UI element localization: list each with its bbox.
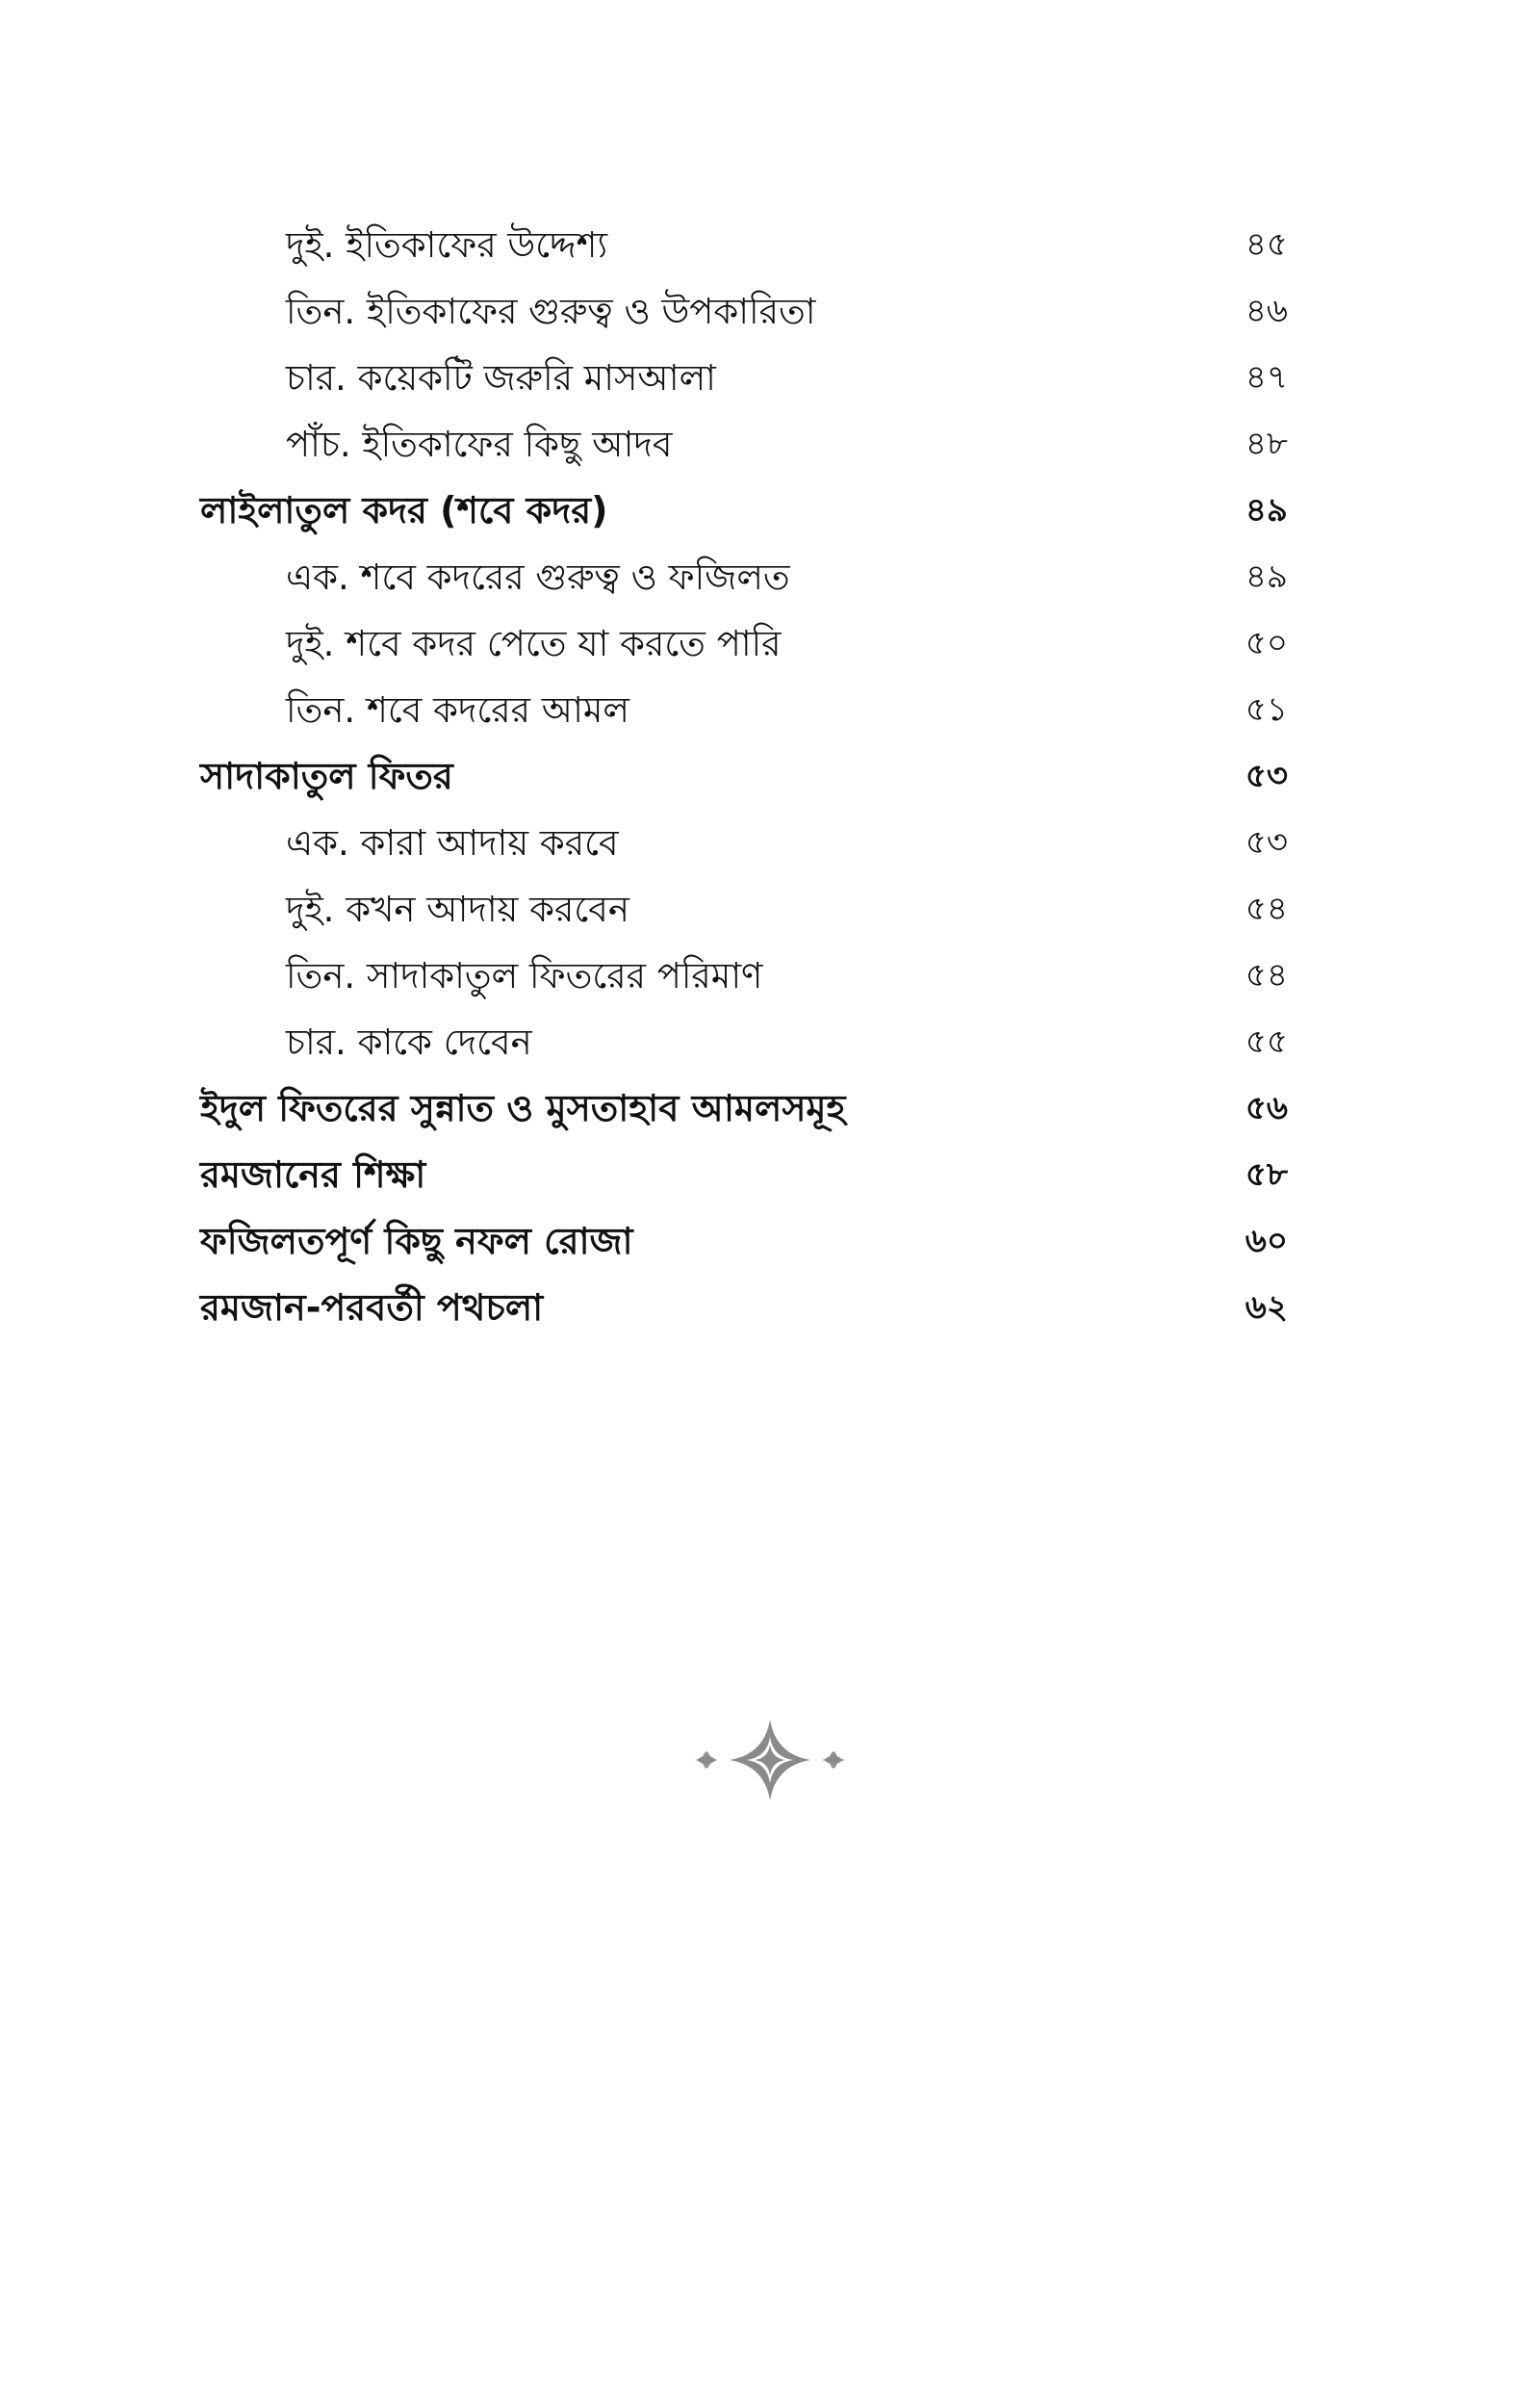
four-point-star-ornament-icon (674, 1716, 866, 1804)
toc-chapter-page: ৫৮ (1245, 1155, 1288, 1194)
toc-chapter-title: ইদুল ফিতরের সুন্নাত ও মুসতাহাব আমলসমূহ (200, 1086, 846, 1129)
toc-entry-3 (200, 347, 1288, 413)
toc-entry-title: দুই. শবে কদর পেতে যা করতে পারি (286, 623, 782, 664)
toc-entry-13 (200, 1011, 1288, 1077)
toc-entry-title: এক. কারা আদায় করবে (286, 822, 619, 864)
toc-entry-title: দুই. কখন আদায় করবেন (286, 889, 629, 930)
toc-entry-7 (200, 612, 1288, 679)
toc-entry-8 (200, 679, 1288, 745)
toc-chapter-sadaqatul-fitr (200, 745, 1288, 812)
toc-entry-page: ৪৭ (1245, 358, 1288, 397)
toc-entry-title: চার. কাকে দেবেন (286, 1022, 532, 1063)
toc-chapter-title: সাদাকাতুল ফিতর (200, 754, 453, 797)
toc-entry-6 (200, 546, 1288, 612)
toc-entry-title: দুই. ইতিকাফের উদ্দেশ্য (286, 224, 608, 266)
toc-entry-page: ৫০ (1245, 624, 1288, 662)
toc-entry-page: ৪৯ (1245, 557, 1288, 596)
toc-chapter-page: ৪৯ (1245, 491, 1288, 530)
toc-entry-4 (200, 413, 1288, 479)
toc-chapter-title: ফজিলতপূর্ণ কিছু নফল রোজা (200, 1219, 633, 1262)
toc-entry-page: ৫১ (1245, 690, 1288, 729)
toc-entry-page: ৫৫ (1245, 1022, 1288, 1061)
toc-entry-page: ৪৬ (1245, 292, 1288, 330)
toc-entry-page: ৪৫ (1245, 225, 1288, 264)
toc-chapter-page: ৬২ (1245, 1288, 1288, 1327)
toc-entry-2 (200, 280, 1288, 347)
table-of-contents (200, 214, 1288, 1343)
toc-chapter-page: ৫৬ (1245, 1089, 1288, 1127)
toc-chapter-page: ৬০ (1245, 1222, 1288, 1260)
toc-entry-11 (200, 878, 1288, 945)
toc-entry-title: চার. কয়েকটি জরুরি মাসআলা (286, 357, 716, 399)
toc-entry-page: ৫৪ (1245, 890, 1288, 928)
toc-entry-title: তিন. ইতিকাফের গুরুত্ব ও উপকারিতা (286, 291, 816, 332)
toc-entry-title: তিন. শবে কদরের আমল (286, 689, 629, 731)
toc-chapter-eid-sunnah (200, 1077, 1288, 1144)
toc-chapter-page: ৫৩ (1245, 757, 1288, 795)
toc-chapter-title: লাইলাতুল কদর (শবে কদর) (200, 488, 608, 531)
toc-entry-12 (200, 945, 1288, 1011)
toc-entry-page: ৫৪ (1245, 956, 1288, 995)
toc-chapter-title: রমজান-পরবর্তী পথচলা (200, 1285, 544, 1329)
toc-entry-10 (200, 812, 1288, 878)
toc-entry-title: তিন. সাদাকাতুল ফিতরের পরিমাণ (286, 955, 763, 996)
toc-entry-1 (200, 214, 1288, 280)
toc-entry-title: এক. শবে কদরের গুরুত্ব ও ফজিলত (286, 556, 790, 598)
toc-chapter-lailatul-qadr (200, 479, 1288, 546)
toc-entry-title: পাঁচ. ইতিকাফের কিছু আদব (286, 424, 673, 465)
toc-entry-page: ৪৮ (1245, 425, 1288, 463)
toc-chapter-title: রমজানের শিক্ষা (200, 1152, 426, 1196)
toc-chapter-nafl-fasts (200, 1210, 1288, 1277)
toc-chapter-post-ramadan (200, 1277, 1288, 1343)
toc-chapter-ramadan-lessons (200, 1144, 1288, 1210)
toc-entry-page: ৫৩ (1245, 823, 1288, 862)
